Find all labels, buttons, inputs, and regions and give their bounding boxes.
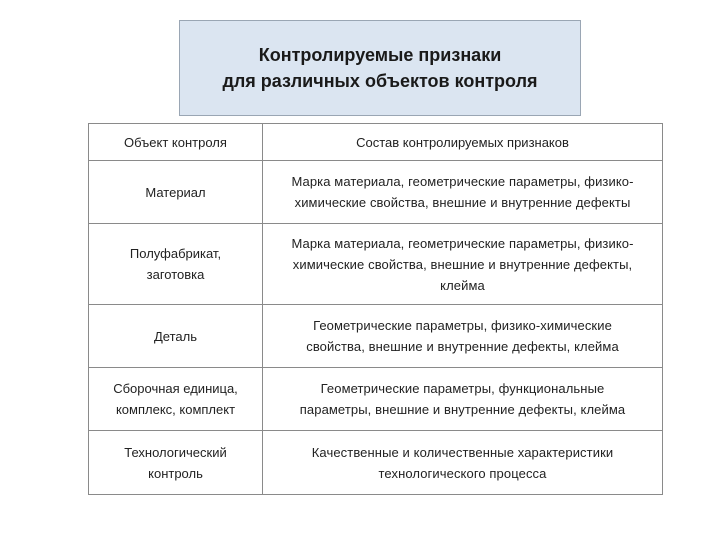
table-row [89, 224, 663, 305]
header-object: Объект контроля [89, 124, 263, 161]
attributes-cell [263, 305, 663, 368]
attributes-cell [263, 224, 663, 305]
object-line: Материал [145, 184, 206, 200]
table-row [89, 431, 663, 495]
attr-line: химические свойства, внешние и внутренние дефекты, [292, 256, 633, 272]
attr-line: Марка материала, геометрические параметры, физико- [291, 174, 634, 189]
attributes-cell [263, 368, 663, 431]
attr-line: Качественные и количественные характеристики [311, 444, 614, 460]
attr-line: Геометрические параметры, физико-химические [313, 318, 612, 333]
attributes-cell [263, 431, 663, 495]
table-row [89, 368, 663, 431]
title-box [179, 20, 581, 116]
object-cell [89, 368, 263, 431]
title-line-1: Контролируемые признаки [258, 45, 502, 65]
object-cell [89, 161, 263, 224]
title-line-2: для различных объектов контроля [222, 71, 538, 91]
attr-line: параметры, внешние и внутренние дефекты, клейма [299, 402, 626, 417]
object-line: Сборочная единица, [113, 381, 238, 396]
object-line: контроль [148, 465, 203, 481]
attr-line: Геометрические параметры, функциональные [320, 381, 605, 396]
object-cell [89, 224, 263, 305]
attr-line: свойства, внешние и внутренние дефекты, клейма [306, 339, 619, 354]
attr-line: технологического процесса [378, 465, 547, 481]
attr-line: Марка материала, геометрические параметры, физико- [291, 235, 634, 251]
attributes-cell [263, 161, 663, 224]
attr-line: клейма [440, 277, 485, 293]
table-row [89, 161, 663, 224]
control-attributes-table [88, 123, 663, 495]
object-line: Технологический [124, 444, 227, 460]
object-line: комплекс, комплект [115, 402, 236, 417]
object-cell [89, 305, 263, 368]
table-row [89, 305, 663, 368]
object-cell [89, 431, 263, 495]
object-line: Полуфабрикат, [129, 246, 222, 261]
table-header-row [89, 124, 663, 161]
header-attributes: Состав контролируемых признаков [263, 124, 663, 161]
attr-line: химические свойства, внешние и внутренние дефекты [294, 195, 631, 210]
object-line: заготовка [146, 267, 205, 282]
object-line: Деталь [154, 328, 197, 344]
